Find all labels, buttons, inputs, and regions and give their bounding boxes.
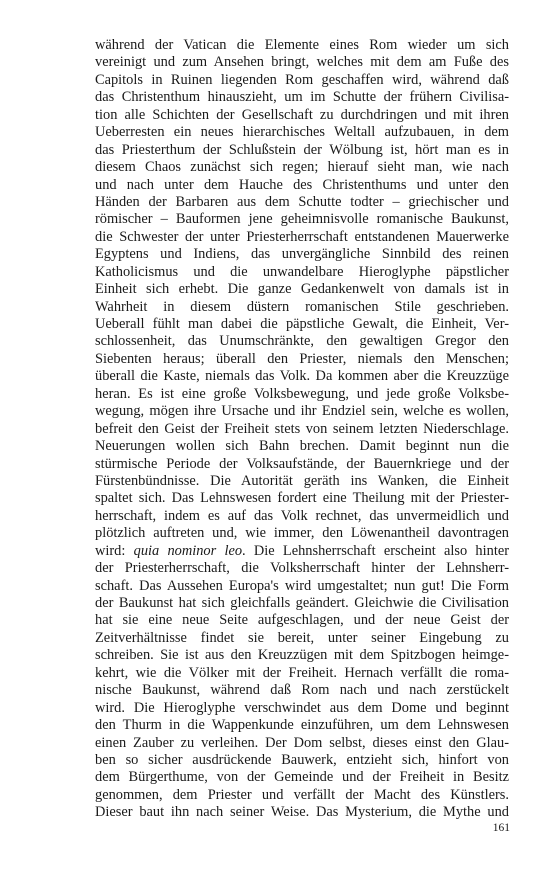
text-line: schlossenheit, das Unumschränkte, den gewaltigen Gregor den: [95, 333, 509, 350]
text-line: römischer – Bauformen jene geheimnisvolle romanische Baukunst,: [95, 211, 509, 228]
text-line: das Priesterthum der Schlußstein der Wölbung ist, hört man es in: [95, 141, 509, 158]
text-line: Ueberresten ein neues hierarchisches Weltall aufzubauen, in dem: [95, 124, 509, 141]
text-line: wegung, mögen ihre Ursache und ihr Endziel sein, welche es wollen,: [95, 403, 509, 420]
body-text: [95, 37, 509, 822]
text-line: nische Baukunst, während daß Rom nach und nach zerstückelt: [95, 682, 509, 699]
text-line: Katholicismus und die unwandelbare Hieroglyphe päpstlicher: [95, 263, 509, 280]
text-line: wird. Die Hieroglyphe verschwindet aus dem Dome und beginnt: [95, 699, 509, 716]
text-line: heran. Es ist eine große Volksbewegung, und jede große Volksbe-: [95, 385, 509, 402]
text-line: den Thurm in die Wappenkunde einzuführen, um dem Lehnswesen: [95, 717, 509, 734]
text-line: der Priesterherrschaft, die Volksherrschaft hinter der Lehnsherr-: [95, 560, 509, 577]
text-line: Neuerungen wollen sich Bahn brechen. Damit beginnt nun die: [95, 438, 509, 455]
text-line: befreit den Geist der Freiheit stets von seinem letzten Niederschlage.: [95, 420, 509, 437]
text-line: Wahrheit in diesem düstern romanischen Stile geschrieben.: [95, 298, 509, 315]
text-line-with-quote: [95, 543, 509, 560]
text-line: schaft. Das Aussehen Europa's wird umgestaltet; nun gut! Die Form: [95, 577, 509, 594]
latin-quote: quia nominor leo: [133, 542, 243, 559]
line-text-after: . Die Lehnsherrschaft erscheint also hinter: [242, 542, 509, 559]
text-line: spaltet sich. Das Lehnswesen fordert eine Theilung mit der Priester-: [95, 490, 509, 507]
text-line: diesem Chaos zunächst sich regen; hierauf sieht man, wie nach: [95, 159, 509, 176]
text-line: Einheit sich erhebt. Die ganze Gedankenwelt von damals ist in: [95, 281, 509, 298]
text-line: stürmische Periode der Volksaufstände, der Bauernkriege und der: [95, 455, 509, 472]
text-line: Capitols in Ruinen liegenden Rom geschaffen wird, während daß: [95, 71, 509, 88]
text-line: tion alle Schichten der Gesellschaft zu durchdringen und mit ihren: [95, 106, 509, 123]
text-line: und nach unter dem Hauche des Christenthums und unter den: [95, 176, 509, 193]
text-line: kehrt, wie die Völker mit der Freiheit. Hernach verfällt die roma-: [95, 664, 509, 681]
text-line: überall die Kaste, niemals das Volk. Da kommen aber die Kreuzzüge: [95, 368, 509, 385]
text-line: der Baukunst hat sich gleichfalls geändert. Gleichwie die Civilisation: [95, 595, 509, 611]
text-line: das Christenthum hinauszieht, um im Schutte der frühern Civilisa-: [95, 89, 509, 106]
text-line: plötzlich auftreten und, wie immer, den Löwenantheil davontragen: [95, 525, 509, 542]
text-line: Fürstenbündnisse. Die Autorität geräth ins Wanken, die Einheit: [95, 472, 509, 489]
text-line: herrschaft, indem es auf das Volk rechnet, das unvermeidlich und: [95, 507, 509, 524]
text-line: genommen, dem Priester und verfällt der Macht des Künstlers.: [95, 786, 509, 803]
text-line: einen Zauber zu verleihen. Der Dom selbst, dieses einst den Glau-: [95, 734, 509, 751]
text-line: Dieser baut ihn nach seiner Weise. Das Mysterium, die Mythe und: [95, 804, 509, 821]
text-line: die Schwester der unter Priesterherrschaft entstandenen Mauerwerke: [95, 228, 509, 245]
line-text-before: wird:: [95, 542, 134, 559]
text-line: vereinigt und zum Ansehen bringt, welches mit dem am Fuße des: [95, 54, 509, 71]
text-line: Zeitverhältnisse findet sie bereit, unter seiner Eingebung zu: [95, 629, 509, 646]
text-line: schreiben. Sie ist aus den Kreuzzügen mit dem Spitzbogen heimge-: [95, 647, 509, 664]
text-line: ben so sicher ausdrückende Bauwerk, entzieht sich, hinfort von: [95, 751, 509, 768]
text-line: während der Vatican die Elemente eines Rom wieder um sich: [95, 37, 509, 53]
text-line: dem Bürgerthume, von der Gemeinde und der Freiheit in Besitz: [95, 769, 509, 786]
text-line: Ueberall fühlt man dabei die päpstliche Gewalt, die Einheit, Ver-: [95, 316, 509, 332]
text-line: Egyptens und Indiens, das unvergängliche Sinnbild des reinen: [95, 246, 509, 263]
text-line: Händen der Barbaren aus dem Schutte todter – griechischer und: [95, 193, 509, 210]
page-number: 161: [492, 822, 510, 834]
text-line: Siebenten heraus; überall den Priester, niemals den Menschen;: [95, 350, 509, 367]
text-line: hat sie eine neue Seite aufgeschlagen, und der neue Geist der: [95, 612, 509, 629]
